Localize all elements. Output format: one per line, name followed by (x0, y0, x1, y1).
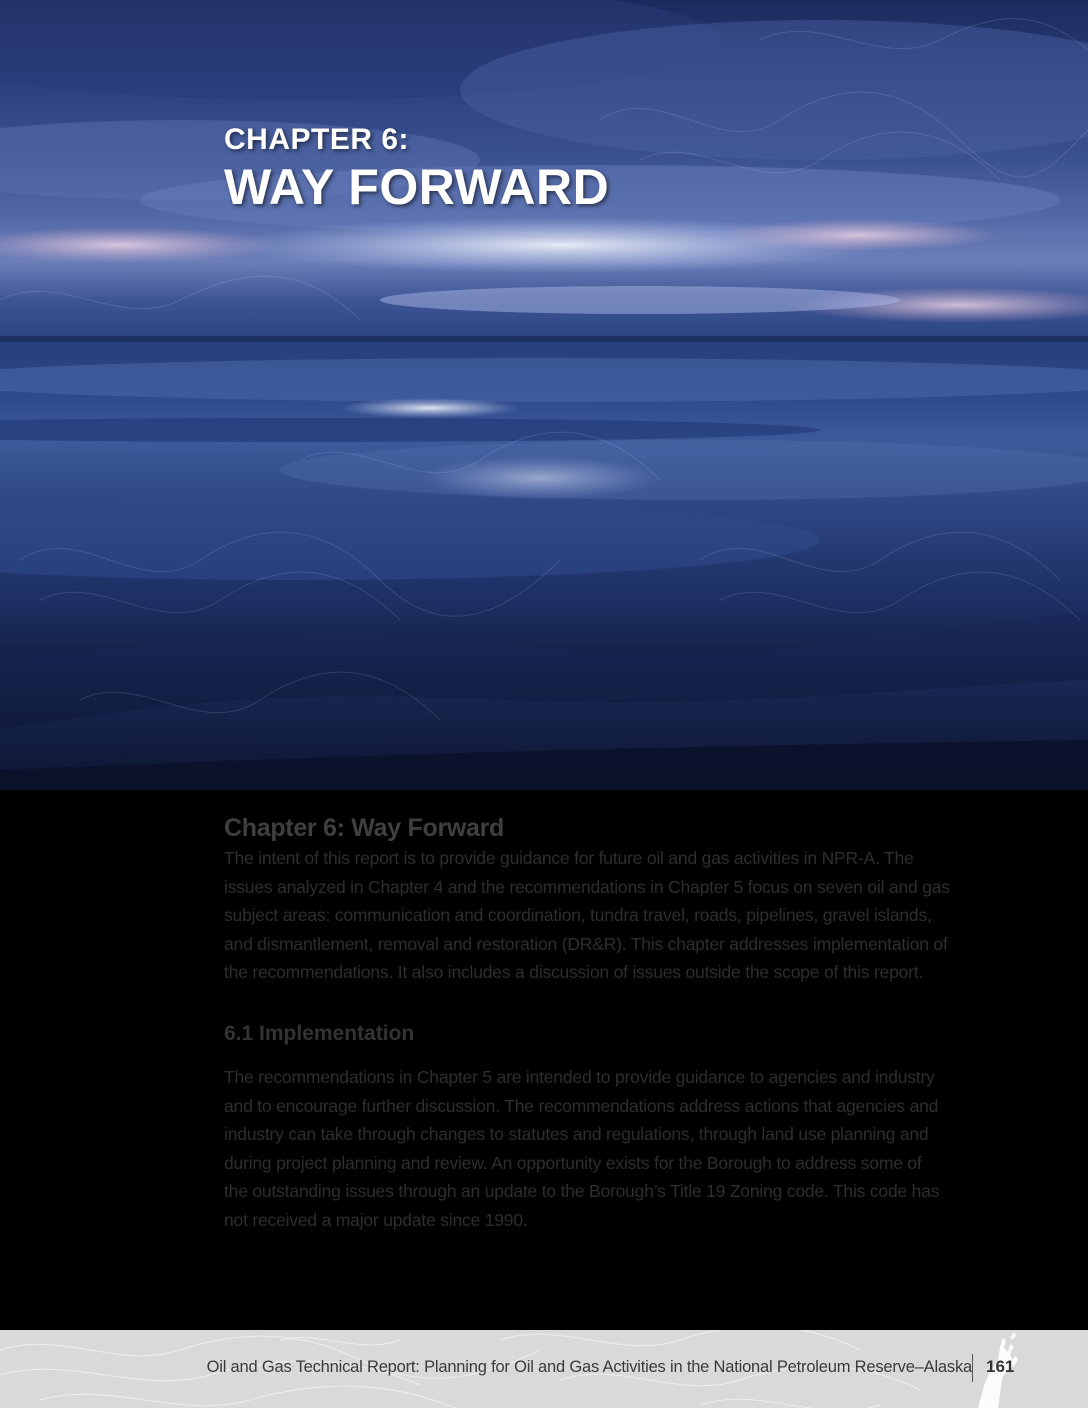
footer-divider (972, 1354, 973, 1382)
intro-line: the recommendations. It also includes a discussion of issues outside the scope of this report. (224, 962, 924, 983)
intro-line: issues analyzed in Chapter 4 and the recommendations in Chapter 5 focus on seven oil and gas (224, 876, 950, 897)
implementation-line: during project planning and review. An opportunity exists for the Borough to address some of (224, 1152, 922, 1173)
intro-line: and dismantlement, removal and restoration (DR&R). This chapter addresses implementation of (224, 933, 948, 954)
implementation-line: the outstanding issues through an update to the Borough’s Title 19 Zoning code. This code has (224, 1181, 940, 1202)
chapter-title (224, 122, 609, 214)
chapter-label: CHAPTER 6: (224, 123, 410, 156)
implementation-line: and to encourage further discussion. The recommendations address actions that agencies and (224, 1095, 939, 1116)
page-footer (0, 1330, 1088, 1408)
page-number: 161 (986, 1357, 1015, 1376)
report-title: Oil and Gas Technical Report: Planning for Oil and Gas Activities in the National Petroleum Reserve–Alaska (206, 1358, 972, 1376)
chapter-name: WAY FORWARD (224, 159, 610, 215)
subsection-heading: 6.1 Implementation (224, 1021, 415, 1045)
intro-line: subject areas: communication and coordination, tundra travel, roads, pipelines, gravel islands, (224, 905, 932, 926)
implementation-line: industry can take through changes to statutes and regulations, through land use planning and (224, 1124, 929, 1145)
implementation-paragraph (224, 1063, 964, 1235)
section-heading: Chapter 6: Way Forward (224, 814, 505, 842)
intro-line: The intent of this report is to provide guidance for future oil and gas activities in NPR-A. The (224, 848, 914, 868)
implementation-line: not received a major update since 1990. (224, 1209, 528, 1230)
intro-paragraph (224, 844, 964, 987)
main-content (224, 812, 964, 1235)
implementation-line: The recommendations in Chapter 5 are intended to provide guidance to agencies and industry (224, 1066, 935, 1087)
